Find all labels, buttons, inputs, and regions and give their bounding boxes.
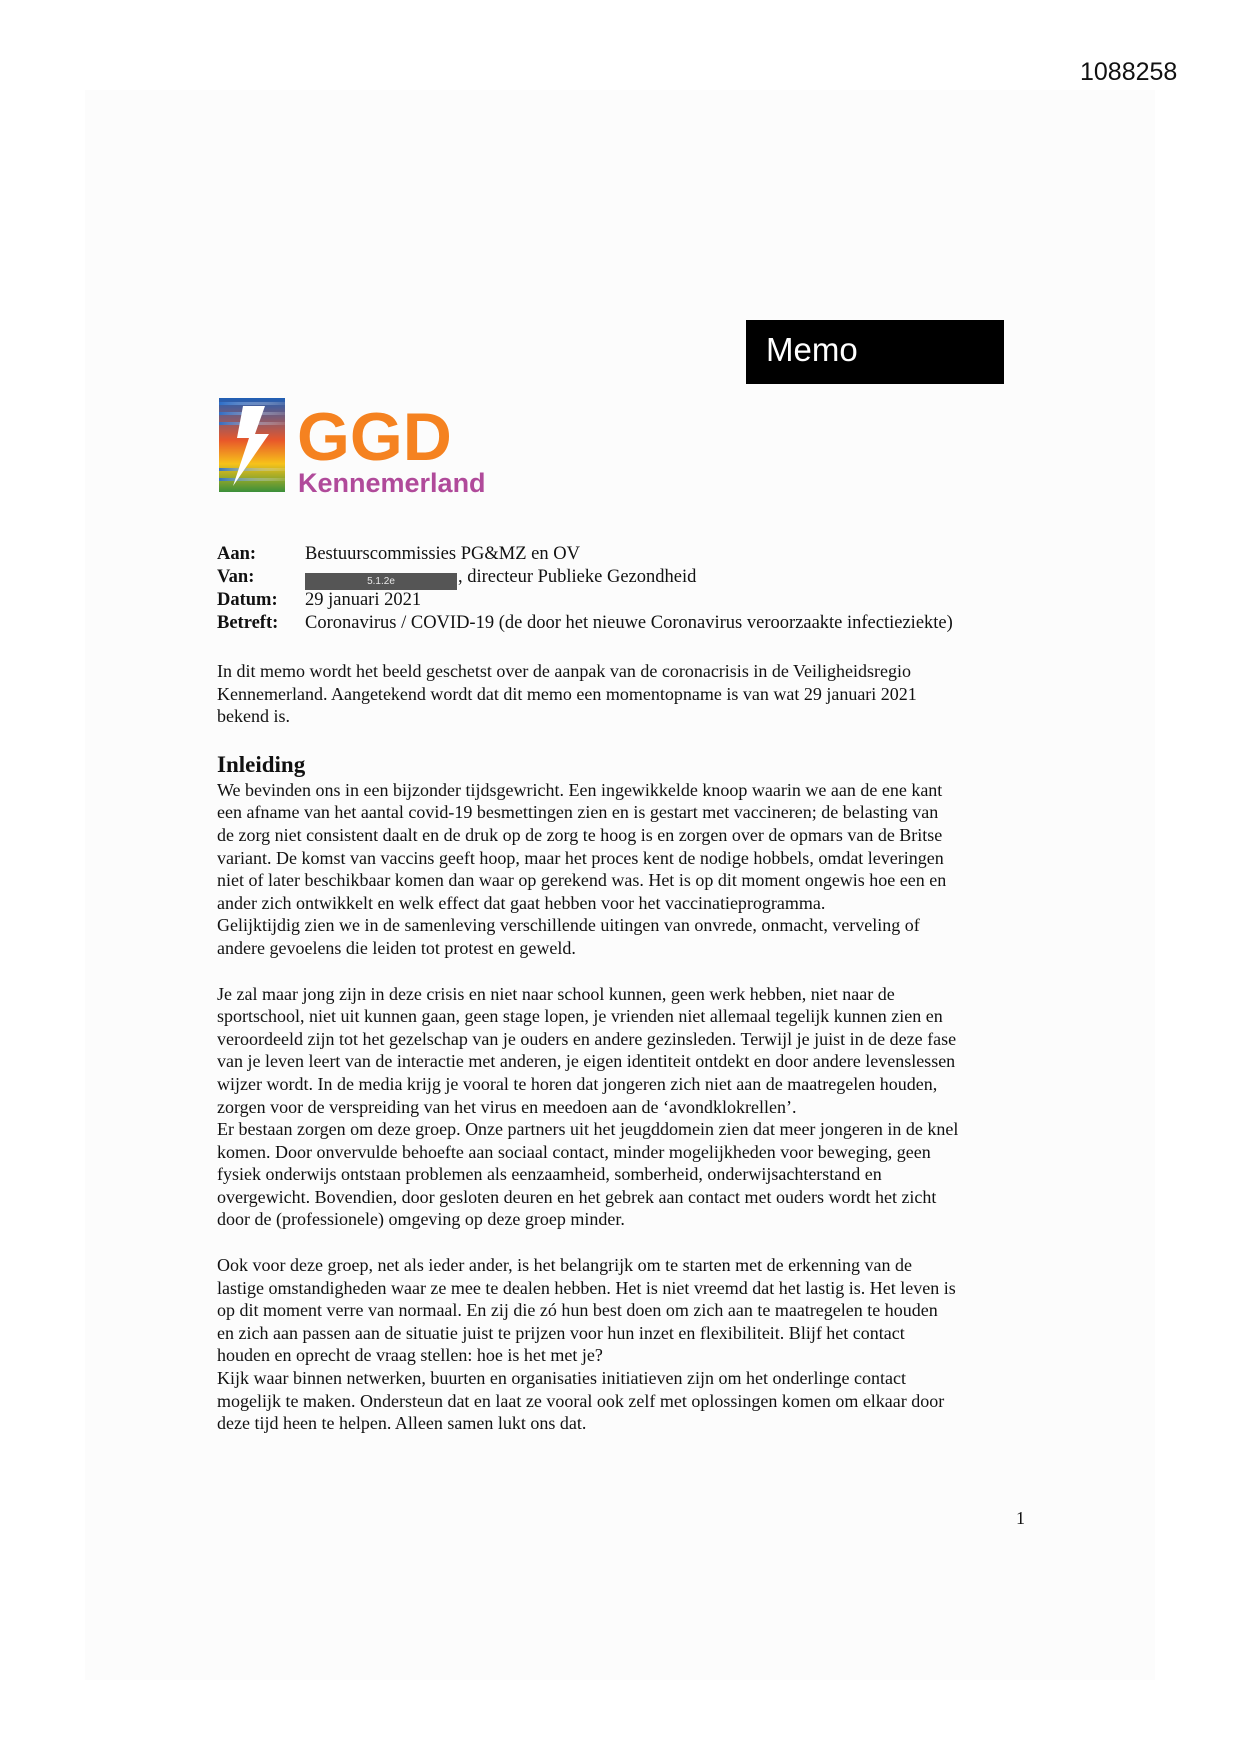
header-row-aan [217, 544, 953, 567]
text-line: door de (professionele) omgeving op deze groep minder. [217, 1209, 625, 1230]
text-line: niet of later beschikbaar komen dan waar op gerekend was. Het is op dit moment ongewis hoe een en [217, 870, 947, 891]
van-cell [305, 567, 953, 590]
text-line: andere gevoelens die leiden tot protest en geweld. [217, 937, 576, 958]
logo-ggd-text: GGD [297, 399, 452, 475]
text-line: overgewicht. Bovendien, door gesloten deuren en het gebrek aan contact met ouders wordt het zicht [217, 1186, 937, 1207]
text-line: Ook voor deze groep, net als ieder ander, is het belangrijk om te starten met de erkenning van de [217, 1255, 913, 1276]
header-row-betreft [217, 613, 953, 636]
text-line: Kennemerland. Aangetekend wordt dat dit memo een momentopname is van wat 29 januari 2021 [217, 683, 917, 704]
redaction-box: 5.1.2e [305, 573, 457, 590]
paragraph-3 [217, 1254, 1029, 1435]
header-row-datum [217, 590, 953, 613]
text-line: van je leven leert van de interactie met anderen, je eigen identiteit ontdekt en door andere levenslessen [217, 1051, 956, 1072]
text-line: mogelijk te maken. Ondersteun dat en laat ze vooral ook zelf met oplossingen komen om elkaar door [217, 1390, 945, 1411]
text-line: op dit moment verre van normaal. En zij die zó hun best doen om zich aan te maatregelen te houden [217, 1300, 938, 1321]
document-number: 1088258 [1080, 58, 1178, 86]
text-line: variant. De komst van vaccins geeft hoop, maar het proces kent de nodige hobbels, omdat leveringen [217, 847, 944, 868]
text-line: Kijk waar binnen netwerken, buurten en organisaties initiatieven zijn om het onderlinge contact [217, 1368, 906, 1389]
text-line: Er bestaan zorgen om deze groep. Onze partners uit het jeugddomein zien dat meer jongeren in de knel [217, 1119, 959, 1140]
text-line: ander zich ontwikkelt en welk effect dat gaat hebben voor het vaccinatieprogramma. [217, 892, 826, 913]
van-label: Van: [217, 567, 255, 587]
memo-header-table [217, 544, 953, 636]
text-line: Je zal maar jong zijn in deze crisis en niet naar school kunnen, geen werk hebben, niet naar de [217, 983, 895, 1004]
memo-banner: Memo [746, 320, 1004, 384]
van-value: , directeur Publieke Gezondheid [458, 567, 697, 587]
ggd-kennemerland-logo [219, 398, 519, 502]
text-line: komen. Door onvervulde behoefte aan sociaal contact, minder mogelijkheden voor beweging, geen [217, 1141, 931, 1162]
aan-label: Aan: [217, 544, 257, 564]
text-line: sportschool, niet uit kunnen gaan, geen stage lopen, je vrienden niet allemaal tegelijk kunnen zien en [217, 1006, 943, 1027]
text-line: en zich aan passen aan de situatie juist te prijzen voor hun inzet en flexibiliteit. Blijf het contact [217, 1322, 905, 1343]
text-line: deze tijd heen te helpen. Alleen samen lukt ons dat. [217, 1413, 587, 1434]
text-line: een afname van het aantal covid-19 besmettingen zien en is gestart met vaccineren; de belasting van [217, 802, 939, 823]
section-heading: Inleiding [217, 751, 306, 777]
memo-body [217, 660, 1029, 1458]
paragraph-1 [217, 779, 1029, 960]
text-line: veroordeeld zijn tot het gezelschap van je ouders en andere gezinsleden. Terwijl je juist in de deze fase [217, 1028, 957, 1049]
betreft-value: Coronavirus / COVID-19 (de door het nieuwe Coronavirus veroorzaakte infectieziekte) [305, 613, 953, 633]
text-line: bekend is. [217, 706, 290, 727]
text-line: de zorg niet consistent daalt en de druk op de zorg te hoog is en zorgen over de opmars van de Britse [217, 824, 943, 845]
intro-paragraph [217, 660, 1029, 728]
header-row-van [217, 567, 953, 590]
logo-kennemerland-text: Kennemerland [298, 468, 486, 498]
text-line: fysiek onderwijs ontstaan problemen als eenzaamheid, somberheid, onderwijsachterstand en [217, 1164, 882, 1185]
betreft-label: Betreft: [217, 613, 279, 633]
aan-value: Bestuurscommissies PG&MZ en OV [305, 544, 580, 564]
text-line: wijzer wordt. In de media krijg je vooral te horen dat jongeren zich niet aan de maatregelen houden, [217, 1073, 938, 1094]
text-line: We bevinden ons in een bijzonder tijdsgewricht. Een ingewikkelde knoop waarin we aan de ene kant [217, 779, 943, 800]
page-number: 1 [1016, 1508, 1025, 1528]
text-line: lastige omstandigheden waar ze mee te dealen hebben. Het is niet vreemd dat het lastig is. Het leven is [217, 1277, 956, 1298]
text-line: zorgen voor de verspreiding van het virus en meedoen aan de ‘avondklokrellen’. [217, 1096, 797, 1117]
datum-value: 29 januari 2021 [305, 590, 422, 610]
paragraph-2 [217, 983, 1029, 1232]
text-line: Gelijktijdig zien we in de samenleving verschillende uitingen van onvrede, onmacht, verveling of [217, 915, 920, 936]
datum-label: Datum: [217, 590, 278, 610]
text-line: houden en oprecht de vraag stellen: hoe is het met je? [217, 1345, 603, 1366]
text-line: In dit memo wordt het beeld geschetst over de aanpak van de coronacrisis in de Veiligheidsregio [217, 661, 911, 681]
